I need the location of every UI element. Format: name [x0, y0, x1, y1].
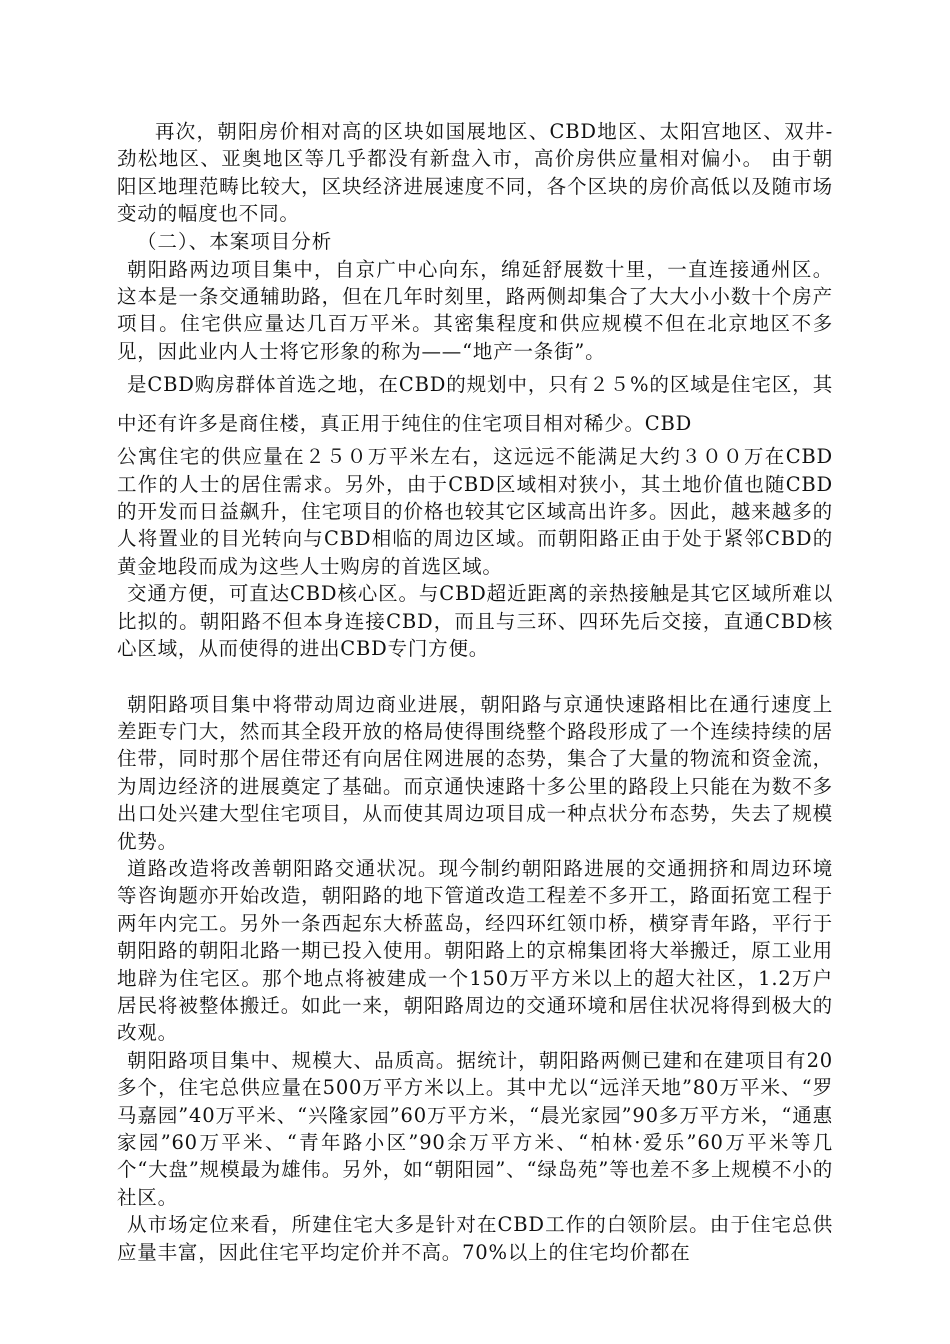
- paragraph-chaoyang-road: 朝阳路两边项目集中，自京广中心向东，绵延舒展数十里，一直连接通州区。这本是一条交通辅助路，但在几年时刻里，路两侧却集合了大大小小数十个房产项目。住宅供应量达几百万平米。其密集程度和供应规模不但在北京地区不多见，因此业内人士将它形象的称为——“地产一条街”。: [117, 257, 833, 363]
- paragraph-transport-convenience: 交通方便，可直达CBD核心区。与CBD超近距离的亲热接触是其它区域所难以比拟的。朝阳路不但本身连接CBD，而且与三环、四环先后交接，直通CBD核心区域，从而使得的进出CBD专门方便。: [117, 582, 833, 661]
- paragraph-cbd-apartment-supply: 公寓住宅的供应量在２５０万平米左右，这远远不能满足大约３００万在CBD工作的人士的居住需求。另外，由于CBD区域相对狭小，其土地价值也随CBD的开发而日益飙升，住宅项目的价格也较其它区域高出许多。因此，越来越多的人将置业的目光转向与CBD相临的周边区域。而朝阳路正由于处于紧邻CBD的黄金地段而成为这些人士购房的首选区域。: [117, 445, 833, 578]
- paragraph-road-renovation: 道路改造将改善朝阳路交通状况。现今制约朝阳路进展的交通拥挤和周边环境等咨询题亦开始改造，朝阳路的地下管道改造工程差不多开工，路面拓宽工程于两年内完工。另外一条西起东大桥蓝岛，经四环红领巾桥，横穿青年路，平行于朝阳路的朝阳北路一期已投入使用。朝阳路上的京棉集团将大举搬迁，原工业用地辟为住宅区。那个地点将被建成一个150万平方米以上的超大社区，1.2万户居民将被整体搬迁。如此一来，朝阳路周边的交通环境和居住状况将得到极大的改观。: [117, 856, 833, 1045]
- paragraph-cbd-first-choice: 是CBD购房群体首选之地，在CBD的规划中，只有２５%的区域是住宅区，其中还有许多是商住楼，真正用于纯住的住宅项目相对稀少。CBD: [117, 373, 833, 436]
- paragraph-commercial-development: 朝阳路项目集中将带动周边商业进展，朝阳路与京通快速路相比在通行速度上差距专门大，然而其全段开放的格局使得围绕整个路段形成了一个连续持续的居住带，同时那个居住带还有向居住网进展的态势，集合了大量的物流和资金流，为周边经济的进展奠定了基础。而京通快速路十多公里的路段上只能在为数不多出口处兴建大型住宅项目，从而使其周边项目成一种点状分布态势，失去了规模优势。: [117, 692, 833, 853]
- paragraph-market-positioning: 从市场定位来看，所建住宅大多是针对在CBD工作的白领阶层。由于住宅总供应量丰富，因此住宅平均定价并不高。70%以上的住宅均价都在: [117, 1213, 833, 1264]
- paragraph-project-scale: 朝阳路项目集中、规模大、品质高。据统计，朝阳路两侧已建和在建项目有20多个，住宅总供应量在500万平方米以上。其中尤以“远洋天地”80万平米、“罗马嘉园”40万平米、“兴隆家园”60万平方米，“晨光家园”90多万平方米，“通惠家园”60万平米、“青年路小区”90余万平方米、“柏林·爱乐”60万平米等几个“大盘”规模最为雄伟。另外，如“朝阳园”、“绿岛苑”等也差不多上规模不小的社区。: [117, 1048, 833, 1209]
- document-page: [117, 118, 833, 1266]
- paragraph-price-blocks: 再次，朝阳房价相对高的区块如国展地区、CBD地区、太阳宫地区、双井-劲松地区、亚奥地区等几乎都没有新盘入市，高价房供应量相对偏小。 由于朝阳区地理范畴比较大，区块经济进展速度不同，各个区块的房价高低以及随市场变动的幅度也不同。: [117, 120, 833, 226]
- blank-line: [117, 663, 833, 691]
- section-heading: （二）、本案项目分析: [137, 229, 333, 253]
